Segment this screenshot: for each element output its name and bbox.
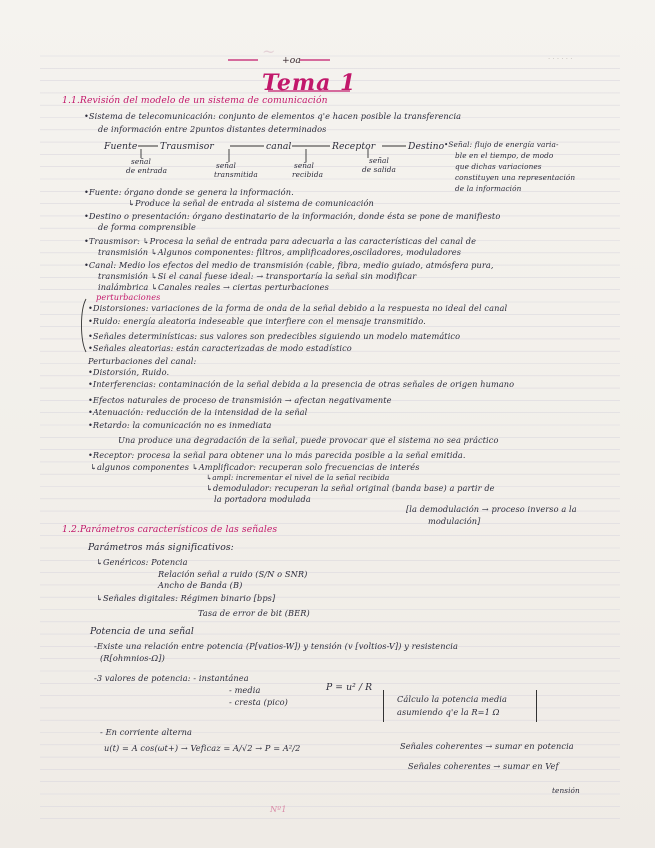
calc-note-line: Cálculo la potencia media: [397, 694, 507, 704]
genericos-line: ↳Genéricos: Potencia: [96, 557, 188, 567]
diagram-label: señal: [131, 157, 151, 166]
potencia-title: Potencia de una señal: [90, 626, 194, 637]
diagram-label: recibida: [292, 170, 324, 179]
diagram-canal: canal: [266, 141, 292, 152]
perturbaciones-bracket: [82, 299, 87, 352]
perturbacion-canal-title: Perturbaciones del canal:: [88, 356, 197, 366]
header-tag: +oa: [282, 55, 302, 66]
efectos-line: •Atenuación: reducción de la intensidad de la señal: [88, 407, 308, 417]
formula-power: P = u² / R: [326, 682, 373, 693]
coherentes-line: Señales coherentes → sumar en Vef: [408, 761, 559, 771]
bleed-title: ~: [262, 42, 276, 61]
demodulacion-note: modulación]: [428, 516, 481, 526]
coherentes-line: Señales coherentes → sumar en potencia: [400, 741, 574, 751]
diagram-fuente: Fuente: [104, 141, 138, 152]
genericos-line: Relación señal a ruido (S/N o SNR): [158, 569, 308, 579]
diagram-label: de entrada: [126, 166, 168, 175]
corriente-title: - En corriente alterna: [100, 727, 192, 737]
receptor-line: •Receptor: procesa la señal para obtener una lo más parecida posible a la señal emitida.: [88, 450, 466, 460]
efectos-line: •Efectos naturales de proceso de transmisión → afectan negativamente: [88, 395, 392, 405]
section-heading-2: 1.2.Parámetros característicos de las señales: [62, 524, 278, 535]
perturbaciones-title: perturbaciones: [96, 292, 161, 302]
receptor-line: ↳ampl: incrementar el nivel de la señal recibida: [206, 473, 390, 482]
diagram-receptor: Receptor: [332, 141, 376, 152]
fuente-line: •Fuente: órgano donde se genera la información.: [84, 187, 294, 197]
digitales-line: Tasa de error de bit (BER): [198, 608, 310, 618]
diagram-label: de salida: [362, 165, 396, 174]
transmisor-line: •Trausmisor: ↳Procesa la señal de entrada para adecuarla a las características del canal de: [84, 236, 477, 246]
digitales-line: ↳Señales digitales: Régimen binario [bps]: [96, 593, 276, 603]
section-heading-1: 1.1.Revisión del modelo de un sistema de comunicación: [62, 95, 328, 106]
note-line: que dichas variaciones: [455, 162, 542, 171]
diagram-label: señal: [294, 161, 314, 170]
diagram-transmisor: Trausmisor: [160, 141, 214, 152]
perturbacion-item: •Distorsiones: variaciones de la forma de onda de la señal debido a la respuesta no ideal del canal: [88, 303, 508, 313]
potencia-line: -Existe una relación entre potencia (P[vatios-W]) y tensión (v [voltios-V]) y resistencia: [94, 641, 458, 651]
efectos-line: Una produce una degradación de la señal, puede provocar que el sistema no sea práctico: [118, 435, 499, 445]
perturbacion-canal-item: •Distorsión, Ruido.: [88, 367, 170, 377]
page-title: Tema 1: [262, 70, 357, 96]
potencia-line: - media: [229, 685, 261, 695]
demodulacion-note: [la demodulación → proceso inverso a la: [406, 504, 577, 514]
canal-line: transmisión ↳Si el canal fuese ideal: → transportaría la señal sin modificar: [98, 271, 417, 281]
tension-note: tensión: [552, 786, 580, 795]
diagram-label: señal: [369, 156, 389, 165]
perturbacion-item: •Ruido: energía aleatoria indeseable que interfiere con el mensaje transmitido.: [88, 316, 426, 326]
parametros-title: Parámetros más significativos:: [88, 542, 234, 553]
perturbacion-canal-item: •Interferencias: contaminación de la señal debida a la presencia de otras señales de origen humano: [88, 379, 515, 389]
definition-line: de información entre 2puntos distantes determinados: [98, 124, 327, 134]
potencia-line: -3 valores de potencia: - instantánea: [94, 673, 249, 683]
definition-line: •Sistema de telecomunicación: conjunto de elementos q'e hacen posible la transferencia: [84, 111, 462, 121]
potencia-line: (R[ohmnios-Ω]): [100, 653, 165, 663]
fuente-line: ↳Produce la señal de entrada al sistema de comunicación: [128, 198, 374, 208]
efectos-line: •Retardo: la comunicación no es inmediata: [88, 420, 272, 430]
canal-line: inalámbrica ↳Canales reales → ciertas perturbaciones: [98, 282, 329, 292]
receptor-line: la portadora modulada: [214, 494, 311, 504]
destino-line: •Destino o presentación: órgano destinatario de la información, donde ésta se pone de manifiesto: [84, 211, 501, 221]
perturbacion-item: •Señales aleatorias: están caracterizadas de modo estadístico: [88, 343, 352, 353]
canal-line: •Canal: Medio los efectos del medio de transmisión (cable, fibra, medio guiado, atmósfera pura,: [84, 260, 494, 270]
genericos-line: Ancho de Banda (B): [158, 580, 243, 590]
diagram-label: transmitida: [214, 170, 258, 179]
diagram-label: señal: [216, 161, 236, 170]
note-line: •Señal: flujo de energía varia-: [444, 140, 559, 149]
corriente-formula: u(t) = A cos(ωt+) → Veficaz = A/√2 → P = A²/2: [104, 743, 301, 753]
note-line: de la información: [455, 184, 522, 193]
destino-line: de forma comprensible: [98, 222, 196, 232]
bleed-text: · · · · · ·: [548, 55, 573, 63]
transmisor-line: transmisión ↳Algunos componentes: filtros, amplificadores,osciladores, moduladores: [98, 247, 462, 257]
perturbacion-item: •Señales determinísticas: sus valores son predecibles siguiendo un modelo matemático: [88, 331, 461, 341]
potencia-line: - cresta (pico): [229, 697, 288, 707]
receptor-line: ↳demodulador: recuperan la señal original (banda base) a partir de: [206, 483, 495, 493]
note-line: constituyen una representación: [455, 173, 576, 182]
receptor-line: ↳algunos componentes ↳Amplificador: recuperan solo frecuencias de interés: [90, 462, 420, 472]
note-line: ble en el tiempo, de modo: [455, 151, 554, 160]
calc-note-line: asumiendo q'e la R=1 Ω: [397, 707, 500, 717]
diagram-destino: Destino: [408, 141, 445, 152]
page-number: Nº1: [270, 804, 287, 814]
